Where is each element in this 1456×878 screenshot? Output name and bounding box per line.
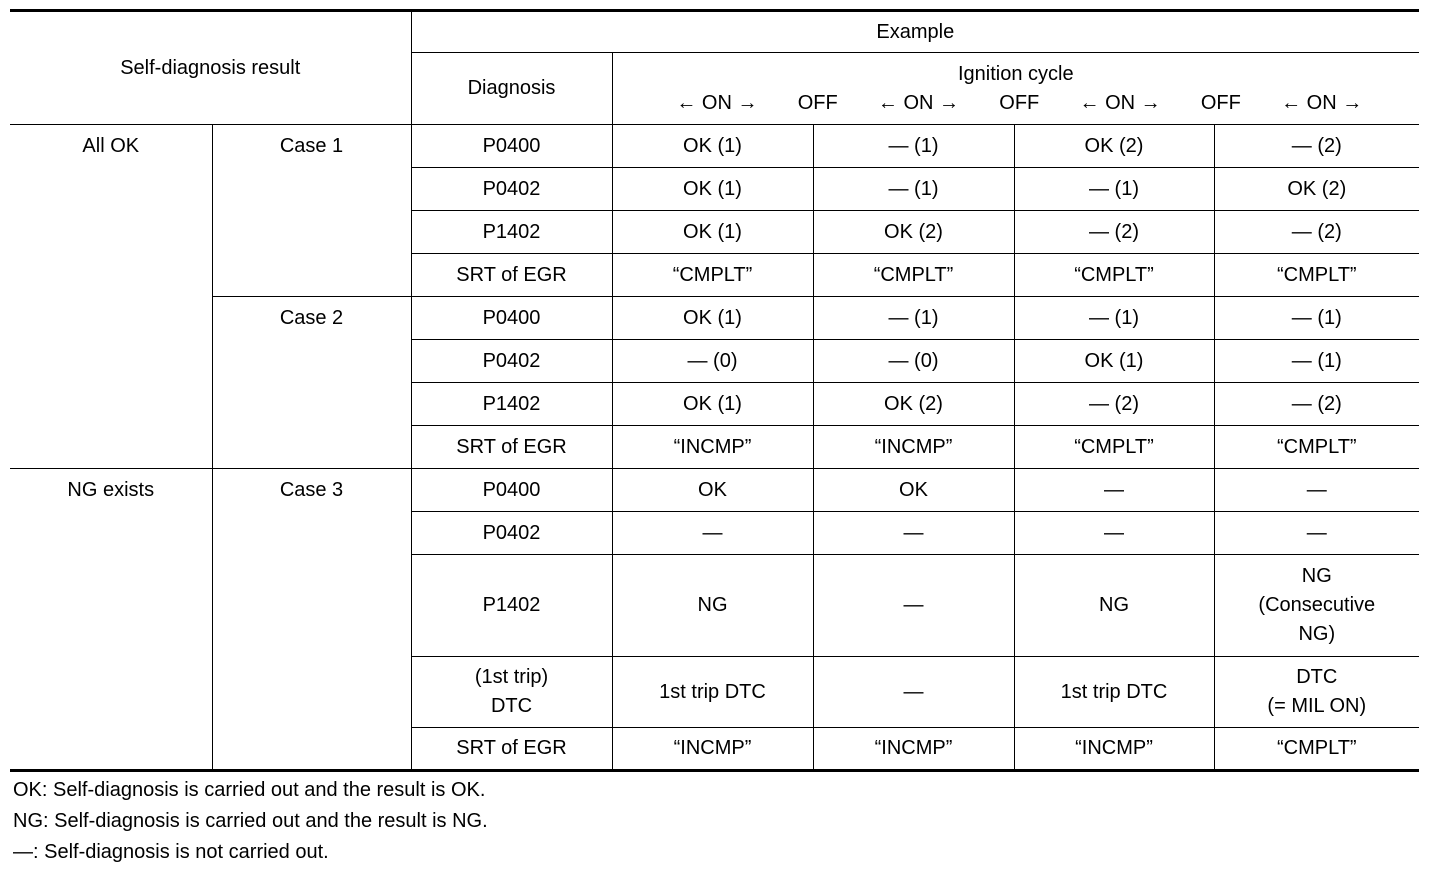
table-row bbox=[10, 125, 1419, 168]
ignition-cycle-title: Ignition cycle bbox=[957, 62, 1074, 85]
result-group-label: NG exists bbox=[10, 469, 212, 771]
trip-result-cell: — bbox=[813, 512, 1014, 555]
trip-result-cell: “CMPLT” bbox=[1214, 426, 1419, 469]
diagnosis-item: (1st trip) DTC bbox=[411, 657, 612, 728]
trip-result-cell: — (2) bbox=[1014, 211, 1214, 254]
cycle-off-label: OFF bbox=[1200, 91, 1241, 114]
footnote-ok: OK: Self-diagnosis is carried out and the result is OK. bbox=[13, 779, 486, 801]
diagnosis-item: P0400 bbox=[411, 469, 612, 512]
trip-result-cell: OK (1) bbox=[612, 211, 813, 254]
footnotes bbox=[13, 775, 488, 868]
trip-result-cell: — (1) bbox=[813, 125, 1014, 168]
footnote-ng: NG: Self-diagnosis is carried out and the result is NG. bbox=[13, 810, 488, 832]
trip-result-cell: — (2) bbox=[1214, 125, 1419, 168]
cycle-on-label: ← ON → bbox=[1079, 91, 1161, 114]
trip-result-cell: — (0) bbox=[612, 340, 813, 383]
trip-result-cell: OK (1) bbox=[612, 297, 813, 340]
diagnosis-item: P1402 bbox=[411, 555, 612, 657]
diagnosis-header: Diagnosis bbox=[411, 53, 612, 125]
trip-result-cell: OK bbox=[612, 469, 813, 512]
trip-result-cell: — (1) bbox=[813, 168, 1014, 211]
trip-result-cell: — bbox=[612, 512, 813, 555]
trip-result-cell: OK (2) bbox=[813, 383, 1014, 426]
trip-result-cell: — bbox=[813, 555, 1014, 657]
trip-result-cell: NG (Consecutive NG) bbox=[1214, 555, 1419, 657]
trip-result-cell: DTC (= MIL ON) bbox=[1214, 657, 1419, 728]
trip-result-cell: — (2) bbox=[1214, 383, 1419, 426]
diagnosis-item: P1402 bbox=[411, 383, 612, 426]
self-diagnosis-table bbox=[10, 9, 1419, 772]
trip-result-cell: OK (1) bbox=[612, 168, 813, 211]
cycle-off-label: OFF bbox=[999, 91, 1040, 114]
table-row bbox=[10, 469, 1419, 512]
diagnosis-item: P1402 bbox=[411, 211, 612, 254]
trip-result-cell: “INCMP” bbox=[612, 728, 813, 771]
trip-result-cell: “INCMP” bbox=[813, 728, 1014, 771]
trip-result-cell: OK (1) bbox=[1014, 340, 1214, 383]
footnote-dash: —: Self-diagnosis is not carried out. bbox=[13, 841, 329, 863]
trip-result-cell: “CMPLT” bbox=[813, 254, 1014, 297]
trip-result-cell: 1st trip DTC bbox=[612, 657, 813, 728]
trip-result-cell: OK (1) bbox=[612, 383, 813, 426]
trip-result-cell: — (1) bbox=[1014, 297, 1214, 340]
cycle-on-label: ← ON → bbox=[1281, 91, 1363, 114]
diagnosis-item: SRT of EGR bbox=[411, 728, 612, 771]
trip-result-cell: OK (2) bbox=[1214, 168, 1419, 211]
trip-result-cell: 1st trip DTC bbox=[1014, 657, 1214, 728]
trip-result-cell: — (1) bbox=[813, 297, 1014, 340]
trip-result-cell: NG bbox=[1014, 555, 1214, 657]
trip-result-cell: OK bbox=[813, 469, 1014, 512]
trip-result-cell: OK (1) bbox=[612, 125, 813, 168]
cycle-on-label: ← ON → bbox=[877, 91, 960, 114]
trip-result-cell: “CMPLT” bbox=[612, 254, 813, 297]
diagnosis-item: P0402 bbox=[411, 340, 612, 383]
ignition-cycle-header bbox=[612, 53, 1419, 125]
trip-result-cell: — bbox=[1014, 512, 1214, 555]
trip-result-cell: — bbox=[1214, 512, 1419, 555]
diagnosis-item: P0400 bbox=[411, 297, 612, 340]
table-row bbox=[10, 297, 1419, 340]
trip-result-cell: “CMPLT” bbox=[1214, 728, 1419, 771]
trip-result-cell: — (1) bbox=[1214, 297, 1419, 340]
diagnosis-item: P0402 bbox=[411, 512, 612, 555]
trip-result-cell: — bbox=[813, 657, 1014, 728]
trip-result-cell: “INCMP” bbox=[813, 426, 1014, 469]
diagnosis-item: P0400 bbox=[411, 125, 612, 168]
diagnosis-item: P0402 bbox=[411, 168, 612, 211]
ignition-cycle-labels bbox=[617, 89, 1416, 118]
case-label: Case 2 bbox=[212, 297, 411, 469]
trip-result-cell: “CMPLT” bbox=[1014, 426, 1214, 469]
trip-result-cell: — (2) bbox=[1014, 383, 1214, 426]
trip-result-cell: OK (2) bbox=[1014, 125, 1214, 168]
trip-result-cell: “INCMP” bbox=[612, 426, 813, 469]
trip-result-cell: “INCMP” bbox=[1014, 728, 1214, 771]
trip-result-cell: “CMPLT” bbox=[1214, 254, 1419, 297]
trip-result-cell: NG bbox=[612, 555, 813, 657]
diagnosis-item: SRT of EGR bbox=[411, 426, 612, 469]
result-group-label: All OK bbox=[10, 125, 212, 469]
case-label: Case 1 bbox=[212, 125, 411, 297]
trip-result-cell: — (1) bbox=[1014, 168, 1214, 211]
trip-result-cell: — (0) bbox=[813, 340, 1014, 383]
cycle-on-label: ← ON → bbox=[676, 91, 758, 114]
self-diagnosis-result-header: Self-diagnosis result bbox=[10, 11, 411, 125]
trip-result-cell: — bbox=[1014, 469, 1214, 512]
trip-result-cell: — bbox=[1214, 469, 1419, 512]
trip-result-cell: OK (2) bbox=[813, 211, 1014, 254]
trip-result-cell: “CMPLT” bbox=[1014, 254, 1214, 297]
case-label: Case 3 bbox=[212, 469, 411, 771]
example-header: Example bbox=[411, 11, 1419, 53]
trip-result-cell: — (1) bbox=[1214, 340, 1419, 383]
trip-result-cell: — (2) bbox=[1214, 211, 1419, 254]
diagnosis-item: SRT of EGR bbox=[411, 254, 612, 297]
cycle-off-label: OFF bbox=[797, 91, 838, 114]
